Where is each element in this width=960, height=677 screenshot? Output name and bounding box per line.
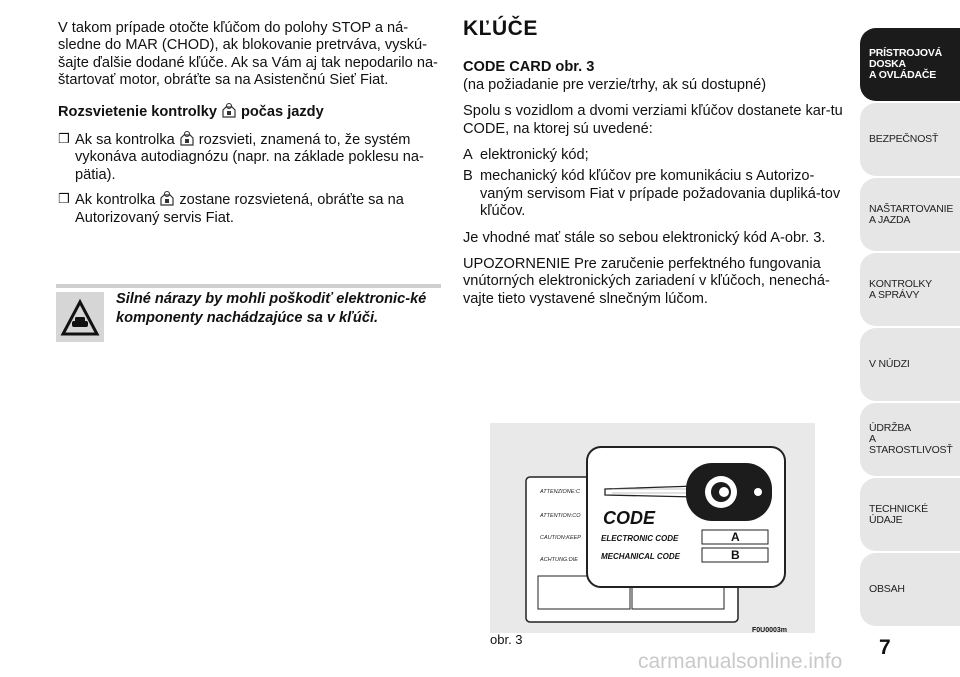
list-item [463,168,854,220]
page-number: 7 [879,636,891,659]
electronic-code-value: A [731,530,740,544]
intro-paragraph: V takom prípade otočte kľúčom do polohy STOP a ná-sledne do MAR (CHOD), ak blokovanie pretrváva, vyskú-šajte ďalšie dodané kľúče. Ak sa Vám aj tak nepodarilo na-štartovať motor, obráťte sa na Asistenčnú Sieť Fiat. [58,20,438,89]
warning-box [56,284,441,342]
left-column [58,20,440,233]
figure-code: F0U0003m [752,627,788,634]
bullet-item [58,190,440,227]
list-text: mechanický kód kľúčov pre komunikáciu s Autorizo-vaným servisom Fiat v prípade požadovania dupliká-tov kľúčov. [480,168,841,220]
electronic-code-label: ELECTRONIC CODE [601,534,679,543]
tab-label: KONTROLKY A SPRÁVY [869,277,932,301]
warning-triangle-icon [56,292,104,342]
tab-label: V NÚDZI [869,358,910,370]
subnote: (na požiadanie pre verzie/trhy, ak sú dostupné) [463,76,767,93]
tab-obsah[interactable] [860,553,960,626]
heading-text: Rozsvietenie kontrolky [58,103,217,120]
tab-nastartovanie[interactable] [860,178,960,251]
card-title: CODE [603,508,656,528]
tab-v-nudzi[interactable] [860,328,960,401]
key-warning-icon [220,102,238,119]
key-warning-icon [158,190,176,207]
tab-label: BEZPEČNOSŤ [869,133,939,145]
right-column [463,17,854,317]
section-heading [58,102,440,121]
tab-label: NAŠTARTOVANIE A JAZDA [869,202,954,226]
tab-technicke-udaje[interactable] [860,478,960,551]
tab-kontrolky[interactable] [860,253,960,326]
figure-caption: obr. 3 [490,632,523,647]
tab-bezpecnost[interactable] [860,103,960,176]
checkbox-icon: ❒ [58,191,70,207]
tab-label: PRÍSTROJOVÁ DOSKA A OVLÁDAČE [869,47,943,81]
card-warning-text: ATTENZIONE:C [540,489,580,495]
paragraph: UPOZORNENIE Pre zaručenie perfektného fungovania vnútorných elektronických zariadení v kľúčoch, nenechá-vajte tieto vystavené slnečným lúčom. [463,256,830,307]
card-warning-text: ATTENTION:CO [540,513,581,519]
chapter-sidebar [860,28,960,628]
bullet-item [58,130,440,184]
paragraph: Spolu s vozidlom a dvomi verziami kľúčov dostanete kar-tu CODE, na ktorej sú uvedené: [463,103,843,137]
list-letter: A [463,147,473,164]
bullet-text: Ak kontrolka [75,192,156,209]
list-letter: B [463,168,473,185]
list-item [463,147,854,164]
checkbox-icon: ❒ [58,131,70,147]
tab-label: TECHNICKÉ ÚDAJE [869,502,928,526]
bullet-text: rozsvieti, znamená to, že systém vykonáva autodiagnózu (napr. na základe poklesu na-pätia). [75,132,424,183]
bullet-text: zostane rozsvietená, obráťte sa na Autorizovaný servis Fiat. [75,192,404,226]
code-card-figure [490,423,815,633]
tab-label: OBSAH [869,583,905,595]
watermark: carmanualsonline.info [638,650,843,673]
divider [56,284,441,288]
list-text: elektronický kód; [480,147,589,164]
paragraph: Je vhodné mať stále so sebou elektronický kód A-obr. 3. [463,229,826,246]
key-warning-icon [178,130,196,147]
tab-label: ÚDRŽBA A STAROSTLIVOSŤ [869,422,953,456]
card-warning-text: CAUTION:KEEP [540,535,581,541]
subtitle: CODE CARD obr. 3 [463,59,595,76]
warning-text: Silné nárazy by mohli poškodiť elektronic-ké komponenty nachádzajúce sa v kľúči. [116,291,427,326]
mechanical-code-label: MECHANICAL CODE [601,552,680,561]
heading-text-end: počas jazdy [240,103,324,120]
tab-udrzba[interactable] [860,403,960,476]
code-card-illustration [490,423,815,633]
bullet-text: Ak sa kontrolka [75,132,175,149]
mechanical-code-value: B [731,548,740,562]
page-title: KĽÚČE [463,17,538,40]
card-warning-text: ACHTUNG:DIE [540,557,578,563]
tab-pristrojova-doska[interactable] [860,28,960,101]
